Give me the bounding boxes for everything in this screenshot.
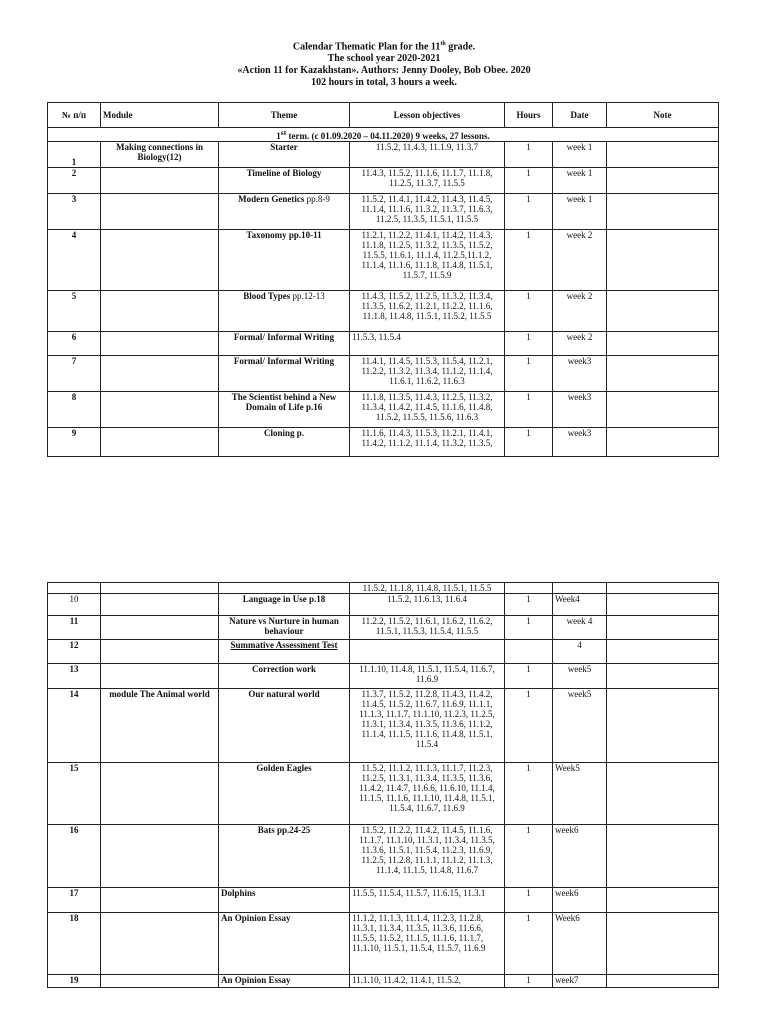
row-objectives: 11.5.3, 11.5.4 xyxy=(350,332,505,356)
row-date: week7 xyxy=(553,975,607,988)
header-school-year: The school year 2020-2021 xyxy=(327,53,441,65)
row-date: Week4 xyxy=(553,594,607,616)
row-date: week 4 xyxy=(553,616,607,640)
row-theme: Summative Assessment Test xyxy=(219,640,350,664)
row-theme: Our natural world xyxy=(219,689,350,763)
row-number: 13 xyxy=(48,664,101,689)
table-row xyxy=(48,392,719,428)
row-theme: Modern Genetics pp.8-9 xyxy=(219,194,350,230)
row-objectives: 11.1.10, 11.4.2, 11.4.1, 11.5.2, xyxy=(350,975,505,988)
row-note xyxy=(607,142,719,168)
row-theme: Golden Eagles xyxy=(219,763,350,825)
row-note xyxy=(607,428,719,457)
row-theme: Cloning p. xyxy=(219,428,350,457)
row-number: 3 xyxy=(48,194,101,230)
row-theme: Correction work xyxy=(219,664,350,689)
row-module xyxy=(101,763,219,825)
row-note xyxy=(607,640,719,664)
row-hours: 1 xyxy=(505,975,553,988)
table-row xyxy=(48,168,719,194)
row-date: week6 xyxy=(553,825,607,888)
row-note xyxy=(607,825,719,888)
row-module xyxy=(101,356,219,392)
table-row xyxy=(48,356,719,392)
row-number: 8 xyxy=(48,392,101,428)
row-hours: 1 xyxy=(505,291,553,332)
row-objectives: 11.5.2, 11.1.2, 11.1.3, 11.1.7, 11.2.3, 11.2.5, 11.3.1, 11.3.4, 11.3.5, 11.3.6, 11.4.2, 11.4.7, 11.6.6, 11.6.10, 11.1.4, 11.1.5, 11.1.6, 11.1.10, 11.4.8, 11.5.1, 11.5.4, 11.6.7, 11.6.9 xyxy=(350,763,505,825)
row-theme: Starter xyxy=(219,142,350,168)
row-hours: 1 xyxy=(505,594,553,616)
row-theme: Language in Use p.18 xyxy=(219,594,350,616)
row-number: 2 xyxy=(48,168,101,194)
cell xyxy=(607,583,719,594)
row-date: week5 xyxy=(553,664,607,689)
col-num: № п/п xyxy=(48,103,101,128)
row-module xyxy=(101,428,219,457)
row-hours: 1 xyxy=(505,763,553,825)
table-row xyxy=(48,230,719,291)
row-date: week3 xyxy=(553,356,607,392)
table-row xyxy=(48,888,719,913)
row-module xyxy=(101,168,219,194)
row-note xyxy=(607,975,719,988)
row-date: week 2 xyxy=(553,291,607,332)
row-number: 19 xyxy=(48,975,101,988)
row-objectives: 11.2.2, 11.5.2, 11.6.1, 11.6.2, 11.6.2, 11.5.1, 11.5.3, 11.5.4, 11.5.5 xyxy=(350,616,505,640)
cell xyxy=(101,583,219,594)
cell: 11.5.2, 11.1.8, 11.4.8, 11.5.1, 11.5.5 xyxy=(350,583,505,594)
row-hours: 1 xyxy=(505,689,553,763)
row-number: 14 xyxy=(48,689,101,763)
row-objectives: 11.4.3, 11.5.2, 11.2.5, 11.3.2, 11.3.4, 11.3.5, 11.6.2, 11.2.1, 11.2.2, 11.1.6, 11.1.8, 11.4.8, 11.5.1, 11.5.2, 11.5.5 xyxy=(350,291,505,332)
row-module xyxy=(101,640,219,664)
row-hours: 1 xyxy=(505,392,553,428)
term-row xyxy=(48,128,719,142)
row-theme: An Opinion Essay xyxy=(219,913,350,975)
row-note xyxy=(607,194,719,230)
row-objectives: 11.5.2, 11.2.2, 11.4.2, 11.4.5, 11.1.6, 11.1.7, 11.1.10, 11.3.1, 11.3.4, 11.3.5, 11.3.6, 11.5.1, 11.5.4, 11.2.3, 11.6.9, 11.2.5, 11.2.8, 11.1.1, 11.1.2, 11.1.3, 11.1.4, 11.1.5, 11.4.8, 11.6.7 xyxy=(350,825,505,888)
cell xyxy=(48,583,101,594)
row-number: 5 xyxy=(48,291,101,332)
row-note xyxy=(607,888,719,913)
col-objectives: Lesson objectives xyxy=(350,103,505,128)
row-objectives: 11.5.2, 11.4.3, 11.1.9, 11.3.7 xyxy=(350,142,505,168)
row-objectives: 11.1.10, 11.4.8, 11.5.1, 11.5.4, 11.6.7, 11.6.9 xyxy=(350,664,505,689)
row-theme: An Opinion Essay xyxy=(219,975,350,988)
row-hours: 1 xyxy=(505,230,553,291)
table-row xyxy=(48,616,719,640)
table-row xyxy=(48,640,719,664)
table-header-row xyxy=(48,103,719,128)
row-date: week 2 xyxy=(553,332,607,356)
table-row xyxy=(48,825,719,888)
table-row xyxy=(48,594,719,616)
table-row xyxy=(48,332,719,356)
row-objectives: 11.1.8, 11.3.5, 11.4.3, 11.2.5, 11.3.2, 11.3.4, 11.4.2, 11.4.5, 11.1.6, 11.4.8, 11.5.2, 11.5.5, 11.5.6, 11.6.3 xyxy=(350,392,505,428)
table-row xyxy=(48,291,719,332)
table-row xyxy=(48,142,719,168)
row-hours: 1 xyxy=(505,888,553,913)
row-note xyxy=(607,594,719,616)
row-number: 7 xyxy=(48,356,101,392)
row-module xyxy=(101,594,219,616)
row-date: week 1 xyxy=(553,194,607,230)
row-theme: Dolphins xyxy=(219,888,350,913)
row-objectives: 11.4.1, 11.4.5, 11.5.3, 11.5.4, 11.2.1, 11.2.2, 11.3.2, 11.3.4, 11.1.2, 11.1.4, 11.6.1, 11.6.2, 11.6.3 xyxy=(350,356,505,392)
row-theme: Formal/ Informal Writing xyxy=(219,332,350,356)
row-module xyxy=(101,664,219,689)
row-hours: 1 xyxy=(505,332,553,356)
row-note xyxy=(607,664,719,689)
row-hours: 1 xyxy=(505,616,553,640)
row-theme: Nature vs Nurture in human behaviour xyxy=(219,616,350,640)
row-objectives: 11.1.6, 11.4.3, 11.5.3, 11.2.1, 11.4.1, 11.4.2, 11.1.2, 11.1.4, 11.3.2, 11.3.5, xyxy=(350,428,505,457)
row-number: 18 xyxy=(48,913,101,975)
row-hours: 1 xyxy=(505,825,553,888)
plan-table-page2 xyxy=(47,582,719,988)
cell xyxy=(505,583,553,594)
header-title: Calendar Thematic Plan for the 11th grade. xyxy=(292,41,476,53)
row-date: week6 xyxy=(553,888,607,913)
col-theme: Theme xyxy=(219,103,350,128)
row-number: 9 xyxy=(48,428,101,457)
row-hours: 1 xyxy=(505,168,553,194)
row-objectives: 11.5.5, 11.5.4, 11.5.7, 11.6.15, 11.3.1 xyxy=(350,888,505,913)
row-module xyxy=(101,913,219,975)
table-row xyxy=(48,194,719,230)
row-number: 16 xyxy=(48,825,101,888)
row-objectives: 11.5.2, 11.6.13, 11.6.4 xyxy=(350,594,505,616)
row-hours: 1 xyxy=(505,142,553,168)
row-note xyxy=(607,763,719,825)
row-theme: Taxonomy pp.10-11 xyxy=(219,230,350,291)
row-number: 6 xyxy=(48,332,101,356)
row-module xyxy=(101,194,219,230)
row-number: 1 xyxy=(48,142,101,168)
row-module xyxy=(101,332,219,356)
row-hours: 1 xyxy=(505,913,553,975)
row-objectives: 11.1.2, 11.1.3, 11.1.4, 11.2.3, 11.2.8, 11.3.1, 11.3.4, 11.3.5, 11.3.6, 11.6.6, 11.5.5, 11.5.2, 11.1.5, 11.1.6, 11.1.7, 11.1.10, 11.5.1, 11.5.4, 11.5.7, 11.6.9 xyxy=(350,913,505,975)
table-row xyxy=(48,913,719,975)
module-name: module The Animal world xyxy=(101,689,219,763)
cell xyxy=(219,583,350,594)
row-module xyxy=(101,825,219,888)
row-module xyxy=(101,975,219,988)
row-note xyxy=(607,230,719,291)
row-date: Week5 xyxy=(553,763,607,825)
row-hours: 1 xyxy=(505,664,553,689)
document-header xyxy=(0,38,768,89)
row-date: Week6 xyxy=(553,913,607,975)
row-note xyxy=(607,689,719,763)
table-row xyxy=(48,664,719,689)
col-note: Note xyxy=(607,103,719,128)
row-number: 15 xyxy=(48,763,101,825)
col-date: Date xyxy=(553,103,607,128)
table-row xyxy=(48,763,719,825)
row-module xyxy=(101,291,219,332)
plan-table-page1 xyxy=(47,102,719,457)
row-date: week3 xyxy=(553,392,607,428)
cell xyxy=(553,583,607,594)
row-date: week5 xyxy=(553,689,607,763)
row-number: 12 xyxy=(48,640,101,664)
row-date: week 2 xyxy=(553,230,607,291)
row-hours: 1 xyxy=(505,428,553,457)
row-objectives: 11.3.7, 11.5.2, 11.2.8, 11.4.3, 11.4.2, 11.4.5, 11.5.2, 11.6.7, 11.6.9, 11.1.1, 11.1.3, 11.1.7, 11.1.10, 11.2.3, 11.2.5, 11.3.1, 11.3.4, 11.3.5, 11.3.6, 11.1.2, 11.1.4, 11.1.5, 11.1.6, 11.4.8, 11.5.1, 11.5.4 xyxy=(350,689,505,763)
row-note xyxy=(607,168,719,194)
row-theme: Blood Types pp.12-13 xyxy=(219,291,350,332)
header-textbook: «Action 11 for Kazakhstan». Authors: Jenny Dooley, Bob Obee. 2020 xyxy=(237,65,531,77)
row-module xyxy=(101,888,219,913)
row-date: week3 xyxy=(553,428,607,457)
table-row xyxy=(48,975,719,988)
col-module: Module xyxy=(101,103,219,128)
row-number: 17 xyxy=(48,888,101,913)
row-note xyxy=(607,291,719,332)
row-date: 4 xyxy=(553,640,607,664)
table-row xyxy=(48,689,719,763)
row-theme: Bats pp.24-25 xyxy=(219,825,350,888)
row-number: 10 xyxy=(48,594,101,616)
row-theme: Formal/ Informal Writing xyxy=(219,356,350,392)
row-date: week 1 xyxy=(553,168,607,194)
row-hours: 1 xyxy=(505,194,553,230)
row-note xyxy=(607,616,719,640)
row-number: 4 xyxy=(48,230,101,291)
row-note xyxy=(607,392,719,428)
table-row xyxy=(48,428,719,457)
row-objectives: 11.4.3, 11.5.2, 11.1.6, 11.1.7, 11.1.8, 11.2.5, 11.3.7, 11.5.5 xyxy=(350,168,505,194)
row-date: week 1 xyxy=(553,142,607,168)
table-row-continued xyxy=(48,583,719,594)
row-theme: The Scientist behind a New Domain of Life p.16 xyxy=(219,392,350,428)
row-note xyxy=(607,332,719,356)
row-module xyxy=(101,616,219,640)
header-hours-total: 102 hours in total, 3 hours a week. xyxy=(311,77,457,89)
row-objectives xyxy=(350,640,505,664)
row-objectives: 11.2.1, 11.2.2, 11.4.1, 11.4.2, 11.4.3, 11.1.8, 11.2.5, 11.3.2, 11.3.5, 11.5.2, 11.5.5, 11.6.1, 11.1.4, 11.2.5,11.1.2, 11.1.4, 11.1.6, 11.1.8, 11.4.8, 11.5.1, 11.5.7, 11.5.9 xyxy=(350,230,505,291)
row-note xyxy=(607,913,719,975)
module-name: Making connections in Biology(12) xyxy=(101,142,219,168)
row-note xyxy=(607,356,719,392)
row-number: 11 xyxy=(48,616,101,640)
term-heading: 1st term. (с 01.09.2020 – 04.11.2020) 9 weeks, 27 lessons. xyxy=(48,128,719,142)
row-theme: Timeline of Biology xyxy=(219,168,350,194)
row-hours: 1 xyxy=(505,356,553,392)
row-hours xyxy=(505,640,553,664)
row-module xyxy=(101,392,219,428)
row-module xyxy=(101,230,219,291)
col-hours: Hours xyxy=(505,103,553,128)
row-objectives: 11.5.2, 11.4.1, 11.4.2, 11.4.3, 11.4.5, 11.1.4, 11.1.6, 11.3.2, 11.3.7, 11.6.3, 11.2.5, 11.3.5, 11.5.1, 11.5.5 xyxy=(350,194,505,230)
